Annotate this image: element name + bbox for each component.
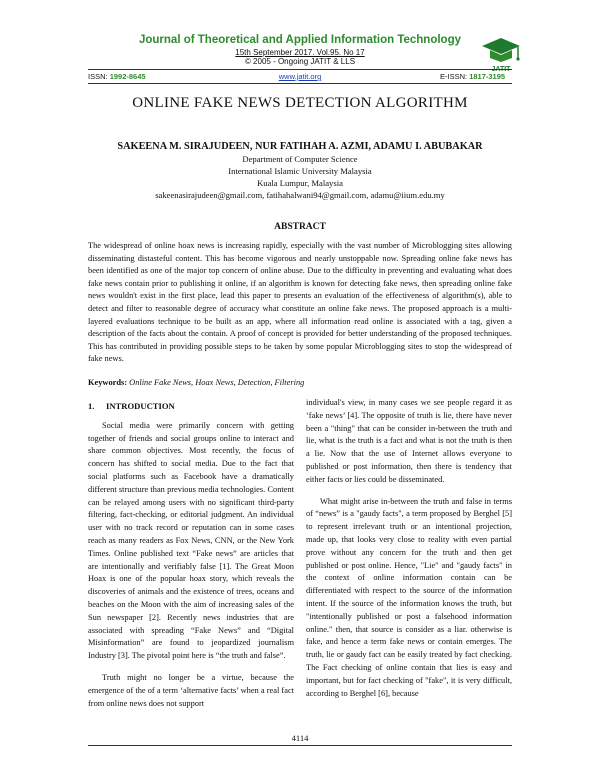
page-number: 4114 — [291, 733, 309, 743]
website-link[interactable]: www.jatit.org — [278, 72, 322, 81]
issue-line: 15th September 2017. Vol.95. No 17 — [235, 48, 365, 57]
affiliation-department: Department of Computer Science — [242, 154, 358, 164]
keywords — [88, 378, 512, 387]
section-number: 1. — [88, 401, 95, 411]
footer-rule — [88, 745, 512, 746]
section-heading — [88, 400, 294, 413]
copyright-line: © 2005 - Ongoing JATIT & LLS — [244, 57, 356, 66]
right-column — [306, 397, 512, 700]
intro-paragraph-2: Truth might no longer be a virtue, because the emergence of the of a term ‘alternative facts’ when a real fact from online news does not support — [88, 672, 294, 708]
affiliation-emails: sakeenasirajudeen@gmail.com, fatihahalwani94@gmail.com, adamu@iium.edu.my — [155, 190, 445, 200]
intro-paragraph-1: Social media were primarily concern with getting together of friends and social groups online to interact and share common objectives. Most recently, the focus of concern has shifted to social media. Due to the fact that social platforms such as Facebook have a dramatically different structure than previous media technologies. Content can be relayed among users with no significant third-party filtering, fact-checking, or editorial judgment. An individual user with no track record or reputation can in some cases reach as many readers as Fox News, CNN, or the New York Times. Online published text “Fake news” are articles that are intentionally and verifiably false [1]. The Great Moon Hoax is one of the popular hoax story, which reveals the discoveries of animals and the existence of trees, oceans and beaches on the Moon with the aim of increasing sales of the Sun newspaper [2]. Recently news industries that are associated with spreading “Fake News” and “Digital Misinformation” are found to jeopardized journalism Industry [3]. The pivotal point here is “the truth and false”. — [88, 420, 294, 661]
logo-text: JATIT — [491, 66, 511, 73]
left-column — [88, 400, 294, 710]
journal-title: Journal of Theoretical and Applied Information Technology — [138, 34, 462, 46]
intro-paragraph-3: individual's view, in many cases we see people regard it as ‘fake news’ [4]. The opposite of truth is lie, there have never been a "thing" that can be consider in-between the truth and lie, what is the truth is a fact and what is not the truth is then a lie. Now that the use of Internet allows everyone to published or post information, then there is tendency that either facts or lies could be disseminated. — [306, 398, 512, 484]
jatit-logo — [476, 34, 526, 74]
affiliation-location: Kuala Lumpur, Malaysia — [257, 178, 343, 188]
intro-paragraph-4: What might arise in-between the truth and false in terms of “news” is a "gaudy facts", a term proposed by Berghel [5] to represent irrelevant truth or an intentional projection, made up, that looks very close to reality with even partial prove without any concern for the truth and then get published or post online. Hence, "Lie" and "gaudy facts" in the context of online information contain can be differentiated with respect to the source of the information intent. If the source of the information knows the truth, but "intentionally published or post a falsehood information online." then, that source is consider as a liar. otherwise is fake, and hence a term fake news or contain emerges. The truth, lie or gaudy fact can be easily treated by fact checking. The Fact checking of online contain that lies is easy and important, but for fact checking of "fake", it is very difficult, according to Berghel [6], because — [306, 496, 512, 698]
eissn-value: 1817-3195 — [469, 72, 506, 81]
jatit-logo-icon — [476, 34, 526, 74]
paper-title: ONLINE FAKE NEWS DETECTION ALGORITHM — [132, 95, 468, 111]
eissn — [440, 72, 505, 81]
header-rule-bottom — [88, 83, 512, 84]
abstract-text: The widespread of online hoax news is increasing rapidly, especially with the vast number of Microblogging sites allowing disseminating distasteful content. This has become vigorous and nearly unstoppable now. Spreading online fake news has been identified as one of the major top concern of online abuse. Due to the difficulty in preventing and evaluating what does fake news contain prior to publishing it online, if an algorithm is known for detecting fake news, then spreading online fake news wouldn't exist in the first place, lead this paper to presents an evaluation of the effectiveness of algorithm(s), able to detect and filter to reasonable degree of accuracy what constitute an online fake news. The proposed approach is a multi-layered evaluations technique to be built as an app, where all information read online is associated with a tag, given a description of the facts about the contain. A proof of concept is provided for better understanding of the proposed techniques. This has contributed in providing possible steps to be taken by some popular Microblogging sites to stop the widespread of fake news. — [88, 241, 512, 364]
abstract-heading: ABSTRACT — [274, 222, 326, 232]
issn-label: ISSN: — [88, 72, 110, 81]
section-title: INTRODUCTION — [106, 401, 175, 411]
affiliation-university: International Islamic University Malaysia — [228, 166, 372, 176]
authors: SAKEENA M. SIRAJUDEEN, NUR FATIHAH A. AZMI, ADAMU I. ABUBAKAR — [117, 141, 483, 152]
keywords-value: Online Fake News, Hoax News, Detection, Filtering — [129, 378, 305, 387]
keywords-label: Keywords: — [88, 378, 130, 387]
header-rule-top — [88, 69, 512, 70]
issn-value: 1992-8645 — [109, 72, 146, 81]
eissn-label: E-ISSN: — [440, 72, 470, 81]
